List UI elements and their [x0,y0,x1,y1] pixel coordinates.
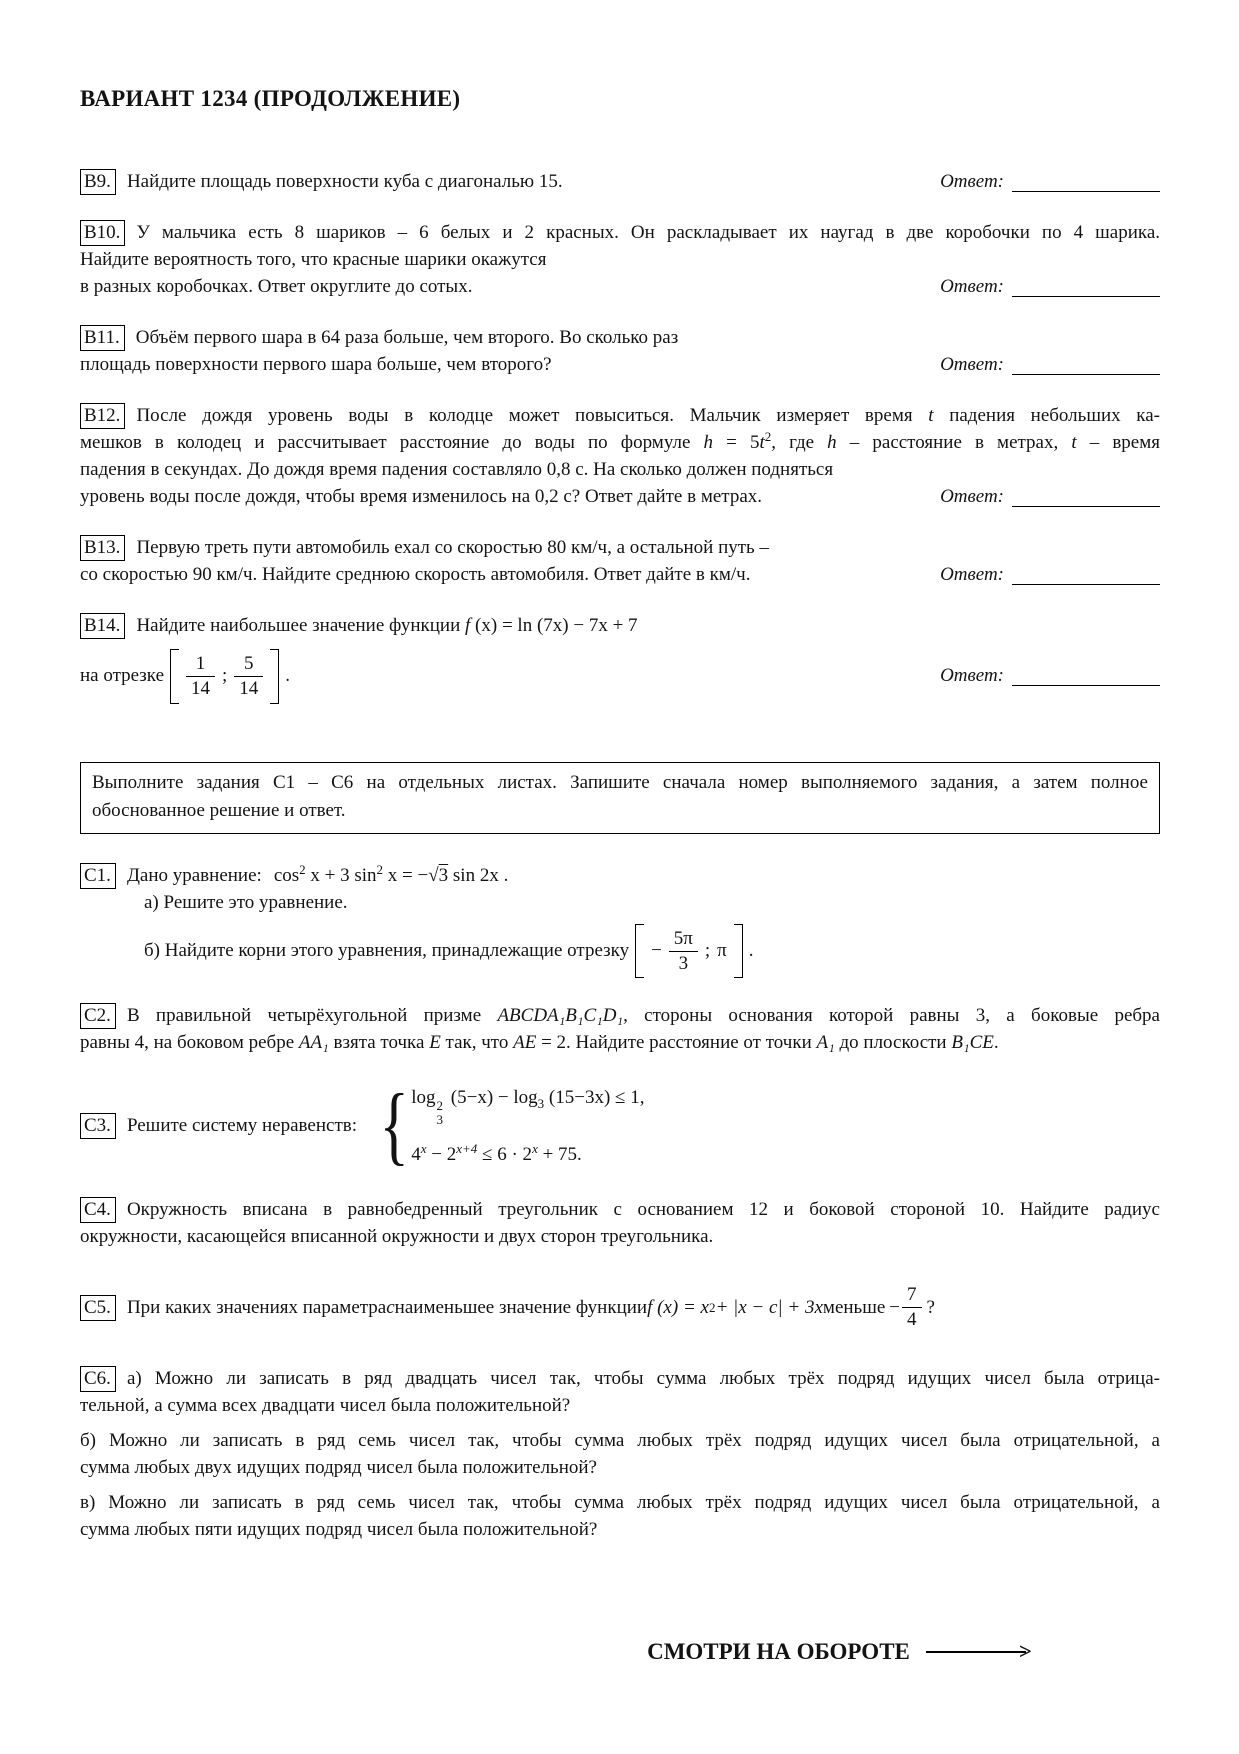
c1-eq-sup1: 2 [299,861,306,877]
c2-var-a1: A₁ [816,1032,835,1054]
b14-frac1: $\frac{1}{14}$ [186,653,215,700]
b10-line2: Найдите вероятность того, что красные шарики окажутся [80,249,547,270]
c2-text-2e: до плоскости [834,1032,952,1054]
c2-var-ae: AE [513,1032,537,1054]
c6-a-text-1: а) Можно ли записать в ряд двадцать чисел так, чтобы сумма любых трёх подряд идущих чисел была отрица- [126,1368,1160,1390]
problem-c4 [80,1196,1160,1250]
b14-interval-sep: ; [222,665,228,687]
b12-answer [920,483,1160,510]
c1-item-b [80,924,1160,979]
b13-answer-blank [1012,583,1160,585]
b14-answer-label: Ответ: [940,665,1004,687]
instruction-box [80,762,1160,834]
problem-c6 [80,1365,1160,1543]
c5-param-c: c [386,1296,395,1318]
problem-b14 [80,612,1160,704]
b14-interval-pre: на отрезке [80,665,164,687]
b12-answer-label: Ответ: [940,486,1004,507]
c4-line1 [80,1196,1160,1223]
b11-label: В11. [80,325,125,351]
b14-line2 [80,649,1160,704]
b10-line1 [80,219,1160,246]
c2-text-2a: равны 4, на боковом ребре [80,1032,299,1054]
problem-c1 [80,862,1160,979]
b13-label: В13. [80,535,125,561]
system-brace: { [379,1077,409,1175]
c1-interval-sep: ; [704,940,711,962]
problem-b13 [80,534,1160,588]
log-supsub: 2 3 [436,1098,444,1128]
c2-text-2f: . [993,1032,999,1054]
b11-answer-blank [1012,373,1160,375]
b12-formula-h: h [703,432,714,453]
b10-text-1: У мальчика есть 8 шариков – 6 белых и 2 красных. Он раскладывает их наугад в две коробочки по 4 шарика. [136,222,1160,243]
b12-text-2a: мешков в колодец и рассчитывает расстояние до воды по формуле [80,432,704,453]
c6-label: С6. [80,1366,116,1392]
b11-text-2: площадь поверхности первого шара больше, чем второго? [80,354,552,375]
b12-answer-blank [1012,505,1160,507]
c1-period: . [748,940,754,962]
b14-formula: (x) = ln (7x) − 7x + 7 [470,615,638,636]
c1-item-a: а) Решите это уравнение. [144,891,348,913]
c1-pre: Дано уравнение: [126,864,262,886]
b14-frac2: $\frac{5}{14}$ [234,653,263,700]
c1-line1 [80,862,1160,889]
b9-row [80,168,1160,195]
left-bracket [170,649,179,704]
problem-c5: С5. При каких значениях параметра c наименьшее значение функции f (x) = x 2 + |x − c| + 3x меньше − $\frac{7}{4}$ ? [80,1284,1160,1331]
c1-item-b-text: б) Найдите корни этого уравнения, принадлежащие отрезку [144,940,630,962]
b13-text-2: со скоростью 90 км/ч. Найдите среднюю скорость автомобиля. Ответ дайте в км/ч. [80,564,751,585]
b13-line1 [80,534,1160,561]
arrow-line-icon [926,1651,1026,1653]
b12-var-t: t [928,405,934,426]
c1-sqrt-arg: 3 [438,864,449,886]
exp-x2: x [532,1140,538,1156]
c2-prism: ABCDA₁B₁C₁D₁ [497,1005,624,1027]
b14-interval [170,649,279,704]
b12-formula-t: t [759,432,765,453]
c1-frac: $\frac{5\pi}{3}$ [669,928,698,975]
instruction-line2: обоснованное решение и ответ. [92,799,346,821]
b9-answer [920,168,1160,195]
b12-text-1b: падения небольших ка- [933,405,1160,426]
b14-intro: Найдите наибольшее значение функции [136,615,466,636]
b10-text-3: в разных коробочках. Ответ округлите до сотых. [80,276,473,297]
problem-c3 [80,1077,1160,1175]
b12-text-1a: После дождя уровень воды в колодце может повыситься. Мальчик измеряет время [136,405,929,426]
problem-b9 [80,168,1160,195]
c1-minus: − [651,940,662,962]
footer-text: СМОТРИ НА ОБОРОТЕ [647,1639,910,1665]
c3-label: С3. [80,1113,116,1139]
c6-item-v [80,1489,1160,1543]
b12-text-4: уровень воды после дождя, чтобы время изменилось на 0,2 с? Ответ дайте в метрах. [80,486,763,507]
b12-var-t2: t [1071,432,1077,453]
c2-text-1a: В правильной четырёхугольной призме [126,1005,498,1027]
b14-period: . [285,665,291,687]
c2-var-aa1: AA₁ [298,1032,329,1054]
b12-text-2b: , где [771,432,828,453]
b14-formula-f: f [465,615,471,636]
c2-var-e: E [429,1032,441,1054]
b13-answer [920,561,1160,588]
b10-answer [920,273,1160,300]
b9-label: В9. [80,169,116,195]
c1-eq-sup2: 2 [376,861,384,877]
c3-system [373,1077,645,1175]
b14-label: В14. [80,613,125,639]
b13-line2 [80,561,1160,588]
c3-inequality-1: log 2 3 $(5-x) - \log_3 (15-3x) \le 1$, [411,1087,645,1128]
b9-answer-blank [1012,190,1160,192]
c5-frac: $\frac{7}{4}$ [902,1284,922,1331]
b14-answer [920,665,1160,687]
b13-answer-label: Ответ: [940,564,1004,585]
right-bracket [734,924,743,979]
b11-text-1: Объём первого шара в 64 раза больше, чем второго. Во сколько раз [135,327,679,348]
c2-text-2c: так, что [440,1032,514,1054]
b10-answer-blank [1012,295,1160,297]
b12-line1 [80,402,1160,429]
problem-b10 [80,219,1160,300]
exp-x1: x [420,1140,427,1156]
page-footer [80,1639,1160,1665]
b13-text-1: Первую треть пути автомобиль ехал со скоростью 80 км/ч, а остальной путь – [136,537,769,558]
b12-text-2c: – расстояние в метрах, [836,432,1072,453]
instruction-line1: Выполните задания С1 – С6 на отдельных листах. Запишите сначала номер выполняемого задания, а затем полное [92,771,1148,793]
c2-text-2d: = 2. Найдите расстояние от точки [536,1032,817,1054]
b11-answer [920,351,1160,378]
b12-label: В12. [80,403,125,429]
c5-formula-a: f (x) = x [647,1296,709,1318]
c6-item-b [80,1427,1160,1481]
right-bracket [270,649,279,704]
b11-answer-label: Ответ: [940,354,1004,375]
arrow-head-icon: > [1018,1639,1032,1665]
page-title: ВАРИАНТ 1234 (ПРОДОЛЖЕНИЕ) [80,86,461,111]
b14-line1 [80,612,1160,639]
c2-line2 [80,1029,1160,1056]
b9-answer-label: Ответ: [940,171,1004,192]
c5-qmark: ? [926,1296,935,1318]
c1-interval [635,924,743,979]
c1-label: С1. [80,863,116,889]
c5-pre: При каких значениях параметра [126,1296,387,1318]
c2-line1 [80,1002,1160,1029]
b12-formula-exp: 2 [764,429,772,444]
b9-text: Найдите площадь поверхности куба с диагональю 15. [126,171,563,192]
c3-inequality-2: $4^x - 2^{x+4} \le 6 \cdot 2^x + 75$. [411,1140,582,1165]
c1-pi: π [717,940,727,962]
b12-line2 [80,429,1160,456]
b12-text-2d: – время [1076,432,1161,453]
c5-minus: − [889,1296,900,1318]
c2-text-1b: , стороны основания которой равны 3, а боковые ребра [623,1005,1160,1027]
c4-label: С4. [80,1197,116,1223]
c6-a-line1 [80,1365,1160,1392]
problem-b12 [80,402,1160,510]
c6-a-line2: тельной, а сумма всех двадцати чисел была положительной? [80,1395,571,1417]
c6-b-line2: сумма любых двух идущих подряд чисел была положительной? [80,1457,597,1479]
c1-eq-a: cos [273,864,300,886]
problem-c2 [80,1002,1160,1056]
b10-label: В10. [80,220,125,246]
c5-formula-b: + |x − c| + 3x [715,1296,823,1318]
c5-label: С5. [80,1295,116,1321]
left-bracket [635,924,644,979]
c4-text-1: Окружность вписана в равнобедренный треугольник с основанием 12 и боковой стороной 10. Найдите радиус [126,1199,1160,1221]
c1-eq-b: x + 3 sin [305,864,377,886]
b11-line2 [80,351,1160,378]
c2-label: С2. [80,1003,116,1029]
c2-text-2b: взята точка [328,1032,430,1054]
b11-line1 [80,324,1160,351]
b12-var-h2: h [827,432,837,453]
b12-line4 [80,483,1160,510]
c6-b-line1: б) Можно ли записать в ряд семь чисел так, чтобы сумма любых трёх подряд идущих чисел была отрицательной, а [80,1430,1160,1452]
c6-v-line1: в) Можно ли записать в ряд семь чисел так, чтобы сумма любых трёх подряд идущих чисел была отрицательной, а [80,1492,1160,1514]
c1-eq-c: x = −√ [383,864,439,886]
c4-line2: окружности, касающейся вписанной окружности и двух сторон треугольника. [80,1226,714,1248]
c2-var-b1ce: B₁CE [951,1032,994,1054]
b12-formula-eq: = 5 [713,432,760,453]
problem-b11 [80,324,1160,378]
c5-less: меньше [822,1296,886,1318]
b10-line3 [80,273,1160,300]
c5-mid: наименьшее значение функции [394,1296,648,1318]
c1-eq-d: sin 2x . [448,864,509,886]
b14-answer-blank [1012,684,1160,686]
log-sub: 3 [537,1096,545,1112]
c6-v-line2: сумма любых пяти идущих подряд чисел была положительной? [80,1519,598,1541]
b12-line3: падения в секундах. До дождя время падения составляло 0,8 с. На сколько должен подняться [80,459,834,480]
c3-intro: Решите систему неравенств: [126,1115,357,1137]
b10-answer-label: Ответ: [940,276,1004,297]
exp-x4: x+4 [456,1140,478,1156]
